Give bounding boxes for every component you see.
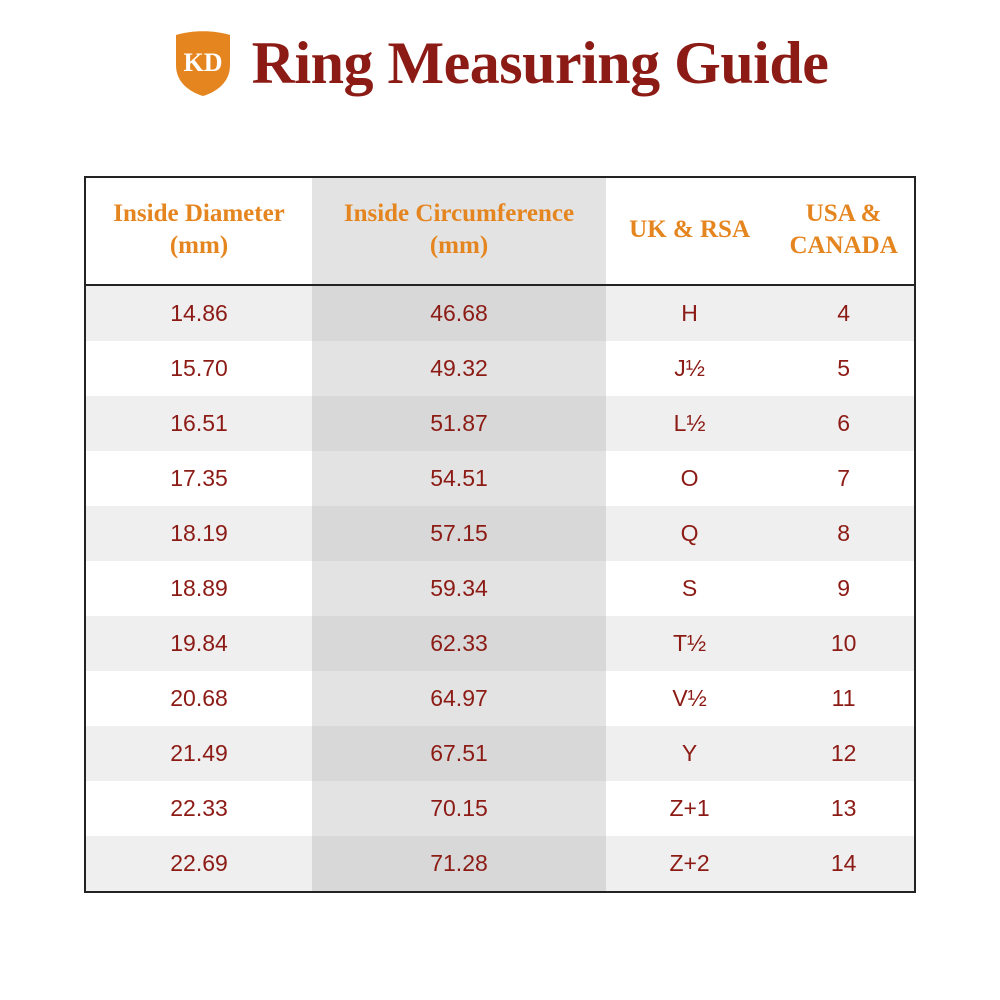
cell-inside-circumference: 46.68: [312, 285, 606, 341]
cell-inside-circumference: 67.51: [312, 726, 606, 781]
cell-usa-canada: 5: [773, 341, 914, 396]
column-header-inside-circumference: Inside Circumference (mm): [312, 178, 606, 285]
table-body: [86, 285, 914, 891]
cell-usa-canada: 7: [773, 451, 914, 506]
cell-inside-diameter: 22.69: [86, 836, 312, 891]
ring-size-table-container: [84, 176, 916, 893]
cell-inside-diameter: 15.70: [86, 341, 312, 396]
table-row: [86, 781, 914, 836]
column-header-usa-canada: USA & CANADA: [773, 178, 914, 285]
cell-uk-rsa: S: [606, 561, 773, 616]
table-row: [86, 671, 914, 726]
page-header: [0, 0, 1000, 96]
cell-inside-circumference: 49.32: [312, 341, 606, 396]
cell-usa-canada: 11: [773, 671, 914, 726]
cell-inside-circumference: 62.33: [312, 616, 606, 671]
table-header-row: [86, 178, 914, 285]
cell-uk-rsa: Q: [606, 506, 773, 561]
table-row: [86, 561, 914, 616]
cell-inside-diameter: 19.84: [86, 616, 312, 671]
cell-inside-diameter: 20.68: [86, 671, 312, 726]
cell-usa-canada: 10: [773, 616, 914, 671]
cell-inside-circumference: 51.87: [312, 396, 606, 451]
cell-inside-diameter: 22.33: [86, 781, 312, 836]
cell-uk-rsa: L½: [606, 396, 773, 451]
table-row: [86, 616, 914, 671]
cell-usa-canada: 6: [773, 396, 914, 451]
cell-uk-rsa: O: [606, 451, 773, 506]
cell-uk-rsa: Y: [606, 726, 773, 781]
cell-inside-circumference: 59.34: [312, 561, 606, 616]
ring-size-table: [86, 178, 914, 891]
cell-inside-diameter: 21.49: [86, 726, 312, 781]
cell-inside-circumference: 70.15: [312, 781, 606, 836]
table-row: [86, 506, 914, 561]
cell-uk-rsa: T½: [606, 616, 773, 671]
svg-text:KD: KD: [183, 48, 223, 77]
cell-uk-rsa: J½: [606, 341, 773, 396]
cell-inside-diameter: 14.86: [86, 285, 312, 341]
cell-usa-canada: 4: [773, 285, 914, 341]
cell-uk-rsa: H: [606, 285, 773, 341]
column-header-inside-diameter: Inside Diameter (mm): [86, 178, 312, 285]
page-title: Ring Measuring Guide: [251, 30, 829, 96]
cell-inside-circumference: 71.28: [312, 836, 606, 891]
cell-usa-canada: 12: [773, 726, 914, 781]
cell-inside-diameter: 18.89: [86, 561, 312, 616]
cell-inside-circumference: 64.97: [312, 671, 606, 726]
table-header: [86, 178, 914, 285]
table-row: [86, 451, 914, 506]
cell-usa-canada: 8: [773, 506, 914, 561]
cell-inside-diameter: 17.35: [86, 451, 312, 506]
cell-uk-rsa: V½: [606, 671, 773, 726]
table-row: [86, 396, 914, 451]
kd-shield-logo-icon: [172, 29, 234, 97]
cell-usa-canada: 14: [773, 836, 914, 891]
cell-uk-rsa: Z+2: [606, 836, 773, 891]
cell-usa-canada: 13: [773, 781, 914, 836]
table-row: [86, 726, 914, 781]
table-row: [86, 836, 914, 891]
cell-inside-circumference: 54.51: [312, 451, 606, 506]
cell-inside-diameter: 16.51: [86, 396, 312, 451]
cell-inside-circumference: 57.15: [312, 506, 606, 561]
cell-uk-rsa: Z+1: [606, 781, 773, 836]
table-row: [86, 285, 914, 341]
cell-inside-diameter: 18.19: [86, 506, 312, 561]
table-row: [86, 341, 914, 396]
cell-usa-canada: 9: [773, 561, 914, 616]
column-header-uk-rsa: UK & RSA: [606, 178, 773, 285]
